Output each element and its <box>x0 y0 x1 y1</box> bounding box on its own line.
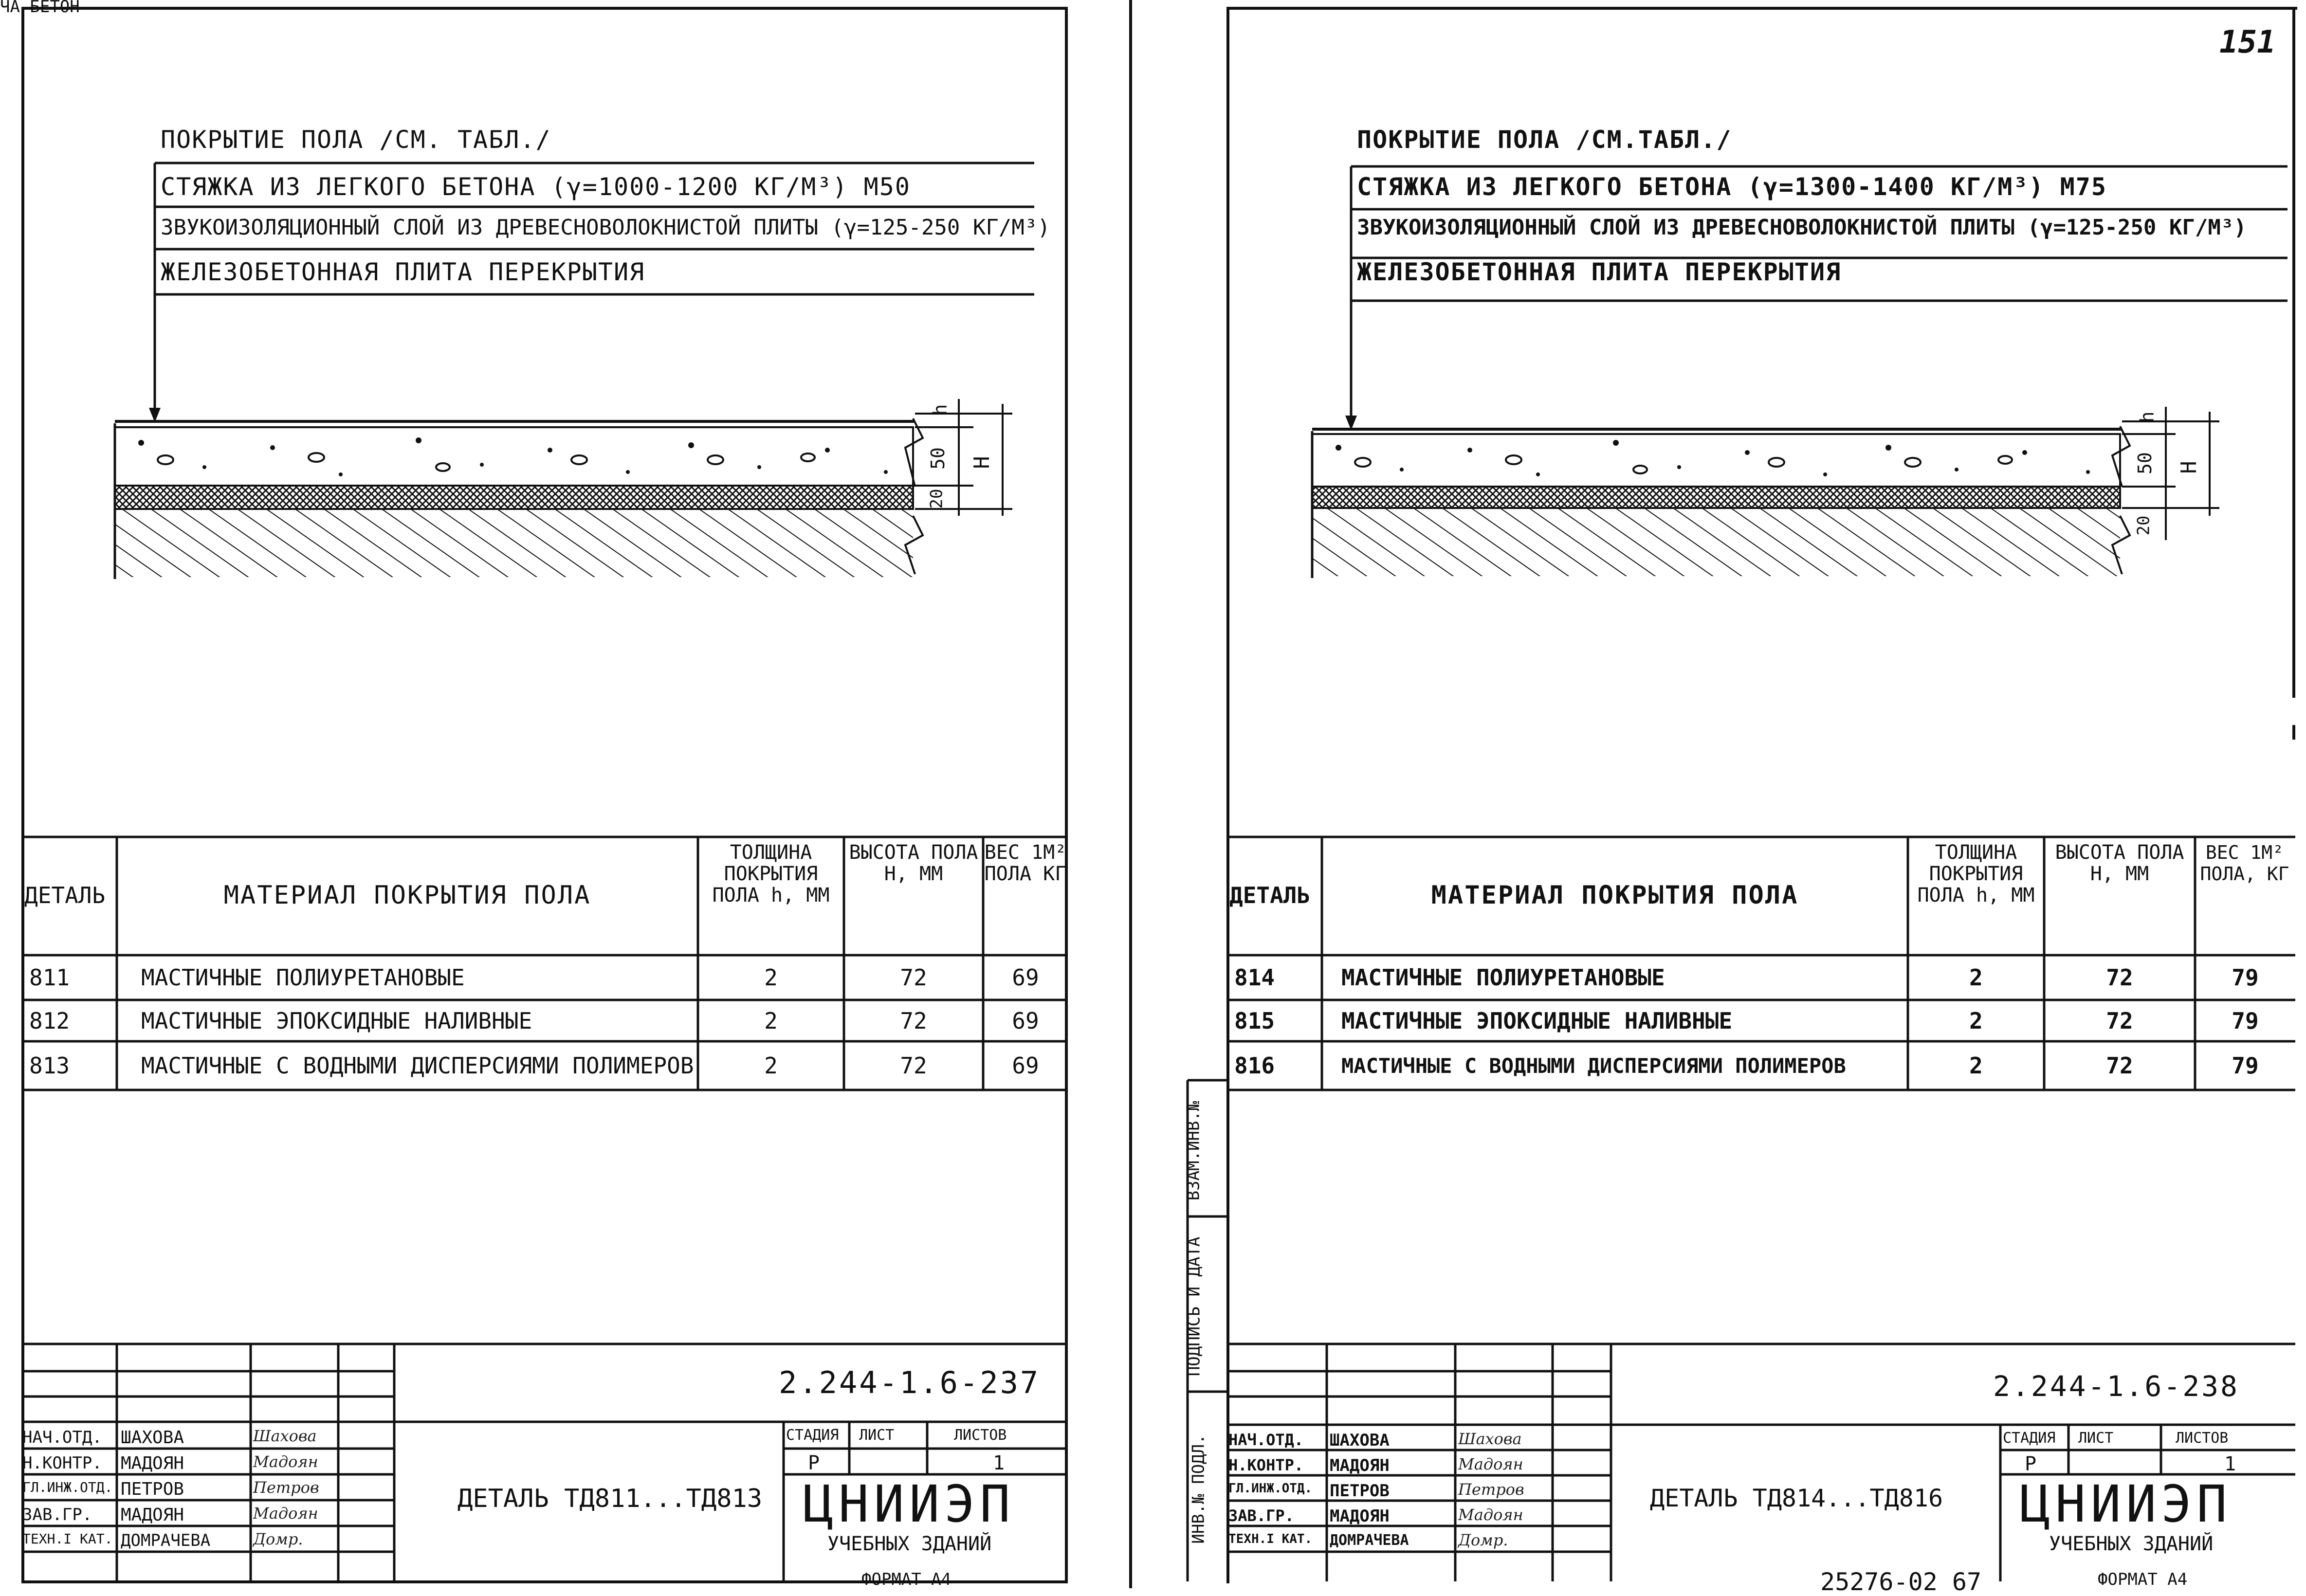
dim-50: 50 <box>2134 452 2156 474</box>
row-material: МАСТИЧНЫЕ ЭПОКСИДНЫЕ НАЛИВНЫЕ <box>1341 1007 1733 1034</box>
role-name: ПЕТРОВ <box>121 1479 184 1499</box>
dim-50: 50 <box>927 447 949 470</box>
role-name: ДОМРАЧЕВА <box>1330 1532 1409 1549</box>
dim-20: 20 <box>2134 515 2154 536</box>
table-header-material: МАТЕРИАЛ ПОКРЫТИЯ ПОЛА <box>1431 881 1799 910</box>
role-label: ЗАВ.ГР. <box>1228 1506 1294 1525</box>
title-block-grid <box>1149 0 2306 1588</box>
table-header-thickness: ТОЛЩИНА ПОКРЫТИЯ ПОЛА h, ММ <box>1917 841 2035 907</box>
sheet-label: ЛИСТ <box>2078 1430 2114 1447</box>
role-label: Н.КОНТР. <box>1228 1456 1304 1474</box>
dim-h: h <box>929 404 951 416</box>
sheets-label: ЛИСТОВ <box>954 1427 1007 1444</box>
row-weight: 79 <box>2232 964 2259 991</box>
side-label: ПОДПИСЬ И ДАТА <box>1184 1236 1204 1377</box>
row-weight: 79 <box>2232 1007 2259 1034</box>
role-label: Н.КОНТР. <box>22 1453 102 1473</box>
archive-number: 25276-02 67 <box>1820 1568 1982 1596</box>
side-label: ИНВ.№ ПОДЛ. <box>1189 1434 1208 1544</box>
signature: Петров <box>253 1478 319 1497</box>
stage-label: СТАДИЯ <box>786 1427 839 1444</box>
signature: Домр. <box>253 1530 303 1548</box>
row-detail: 811 <box>29 964 70 991</box>
role-name: МАДОЯН <box>121 1505 184 1525</box>
sheet-title: ДЕТАЛЬ ТД811...ТД813 <box>458 1484 763 1513</box>
table-header-height: ВЫСОТА ПОЛА H, ММ <box>849 841 978 885</box>
sheet-left <box>0 0 1119 1588</box>
row-height: 72 <box>900 964 927 991</box>
row-detail: 816 <box>1234 1052 1275 1079</box>
role-label: ГЛ.ИНЖ.ОТД. <box>1228 1481 1313 1496</box>
row-detail: 813 <box>29 1052 70 1079</box>
row-thickness: 2 <box>764 1007 778 1034</box>
row-thickness: 2 <box>1969 1052 1983 1079</box>
row-material: МАСТИЧНЫЕ ЭПОКСИДНЫЕ НАЛИВНЫЕ <box>141 1007 532 1034</box>
row-height: 72 <box>2106 1007 2133 1034</box>
row-detail: 812 <box>29 1007 70 1034</box>
row-weight: 69 <box>1012 1052 1039 1079</box>
signature: Петров <box>1458 1480 1524 1499</box>
row-thickness: 2 <box>764 964 778 991</box>
page-number: 151 <box>2219 24 2276 60</box>
signature: Шахова <box>1458 1430 1522 1448</box>
table-header-thickness: ТОЛЩИНА ПОКРЫТИЯ ПОЛА h, ММ <box>712 841 830 907</box>
row-height: 72 <box>900 1007 927 1034</box>
side-label: ВЗАМ.ИНВ.№ <box>1184 1101 1204 1201</box>
row-material: МАСТИЧНЫЕ ПОЛИУРЕТАНОВЫЕ <box>141 964 465 991</box>
signature: Мадоян <box>253 1504 318 1523</box>
signature: Домр. <box>1458 1531 1508 1549</box>
org-subtitle: УЧЕБНЫХ ЗДАНИЙ <box>2049 1533 2214 1555</box>
signature: Мадоян <box>1458 1455 1523 1473</box>
sheet-right <box>1149 0 2306 1588</box>
row-height: 72 <box>2106 1052 2133 1079</box>
signature: Мадоян <box>253 1452 318 1471</box>
role-label: ЗАВ.ГР. <box>22 1505 92 1524</box>
row-detail: 814 <box>1234 964 1275 991</box>
sheets-label: ЛИСТОВ <box>2176 1430 2229 1447</box>
row-height: 72 <box>900 1052 927 1079</box>
stage-value: Р <box>808 1452 820 1474</box>
row-height: 72 <box>2106 964 2133 991</box>
row-material: МАСТИЧНЫЕ С ВОДНЫМИ ДИСПЕРСИЯМИ ПОЛИМЕРОВ <box>141 1052 694 1079</box>
org-logo-text: ЦНИИЭП <box>803 1474 1015 1534</box>
role-name: МАДОЯН <box>1330 1456 1390 1475</box>
layer-insulation-text: ЗВУКОИЗОЛЯЦИОННЫЙ СЛОЙ ИЗ ДРЕВЕСНОВОЛОКНИСТОЙ ПЛИТЫ (γ=125-250 КГ/М³) <box>1357 215 2247 240</box>
signature: Шахова <box>253 1427 317 1445</box>
sheets-count: 1 <box>993 1452 1005 1474</box>
sheets-count: 1 <box>2224 1453 2236 1475</box>
dim-20: 20 <box>927 489 947 509</box>
role-name: МАДОЯН <box>1330 1506 1390 1526</box>
dim-h: h <box>2136 411 2158 423</box>
role-label: ГЛ.ИНЖ.ОТД. <box>22 1479 113 1495</box>
layer-header-text: ПОКРЫТИЕ ПОЛА /СМ. ТАБЛ./ <box>161 126 551 154</box>
table-header-weight: ВЕС 1М² ПОЛА КГ <box>984 841 1067 885</box>
role-label: ТЕХН.I КАТ. <box>22 1531 113 1547</box>
role-label: ТЕХН.I КАТ. <box>1228 1532 1313 1546</box>
layer-header-text: ПОКРЫТИЕ ПОЛА /СМ.ТАБЛ./ <box>1357 126 1732 154</box>
role-label: НАЧ.ОТД. <box>22 1428 102 1447</box>
row-material: МАСТИЧНЫЕ С ВОДНЫМИ ДИСПЕРСИЯМИ ПОЛИМЕРОВ <box>1341 1053 1846 1078</box>
dim-H: H <box>2176 461 2201 474</box>
sheet-title: ДЕТАЛЬ ТД814...ТД816 <box>1650 1484 1943 1512</box>
layer-slab-text: ЖЕЛЕЗОБЕТОННАЯ ПЛИТА ПЕРЕКРЫТИЯ <box>1357 258 1842 286</box>
row-material: МАСТИЧНЫЕ ПОЛИУРЕТАНОВЫЕ <box>1341 964 1665 991</box>
org-subtitle: УЧЕБНЫХ ЗДАНИЙ <box>827 1533 992 1555</box>
layer-screed-text: СТЯЖКА ИЗ ЛЕГКОГО БЕТОНА (γ=1000-1200 КГ/М³) М50 <box>161 173 911 201</box>
org-logo-text: ЦНИИЭП <box>2020 1474 2232 1534</box>
dim-H: H <box>969 456 994 469</box>
row-weight: 79 <box>2232 1052 2259 1079</box>
row-weight: 69 <box>1012 964 1039 991</box>
role-name: ШАХОВА <box>1330 1431 1390 1450</box>
role-label: НАЧ.ОТД. <box>1228 1431 1304 1449</box>
format-label-left: ФОРМАТ А4 <box>861 1570 952 1589</box>
doc-code: 2.244-1.6-238 <box>1993 1370 2239 1403</box>
row-detail: 815 <box>1234 1007 1275 1034</box>
table-header-detail: ДЕТАЛЬ <box>1229 882 1311 908</box>
format-label-right: ФОРМАТ А4 <box>2098 1570 2188 1589</box>
row-thickness: 2 <box>1969 964 1983 991</box>
stage-value: Р <box>2025 1453 2037 1475</box>
signature: Мадоян <box>1458 1505 1523 1524</box>
table-header-material: МАТЕРИАЛ ПОКРЫТИЯ ПОЛА <box>223 881 591 910</box>
role-name: ШАХОВА <box>121 1428 184 1448</box>
sheet-label: ЛИСТ <box>859 1427 895 1444</box>
row-weight: 69 <box>1012 1007 1039 1034</box>
role-name: ДОМРАЧЕВА <box>121 1531 211 1550</box>
layer-slab-text: ЖЕЛЕЗОБЕТОННАЯ ПЛИТА ПЕРЕКРЫТИЯ <box>161 258 645 286</box>
table-header-height: ВЫСОТА ПОЛА H, ММ <box>2055 841 2184 885</box>
top-left-fragment: ЧА БЕТОН <box>0 0 80 17</box>
table-header-detail: ДЕТАЛЬ <box>24 882 106 908</box>
row-thickness: 2 <box>1969 1007 1983 1034</box>
sheet-separator <box>1129 0 1132 1588</box>
stage-label: СТАДИЯ <box>2003 1430 2056 1447</box>
role-name: МАДОЯН <box>121 1453 184 1473</box>
row-thickness: 2 <box>764 1052 778 1079</box>
layer-screed-text: СТЯЖКА ИЗ ЛЕГКОГО БЕТОНА (γ=1300-1400 КГ/М³) М75 <box>1357 173 2107 201</box>
layer-insulation-text: ЗВУКОИЗОЛЯЦИОННЫЙ СЛОЙ ИЗ ДРЕВЕСНОВОЛОКНИСТОЙ ПЛИТЫ (γ=125-250 КГ/М³) <box>161 215 1050 240</box>
title-block-grid <box>0 0 1119 1588</box>
role-name: ПЕТРОВ <box>1330 1481 1390 1501</box>
table-header-weight: ВЕС 1М² ПОЛА, КГ <box>2200 842 2289 885</box>
doc-code: 2.244-1.6-237 <box>779 1365 1041 1400</box>
